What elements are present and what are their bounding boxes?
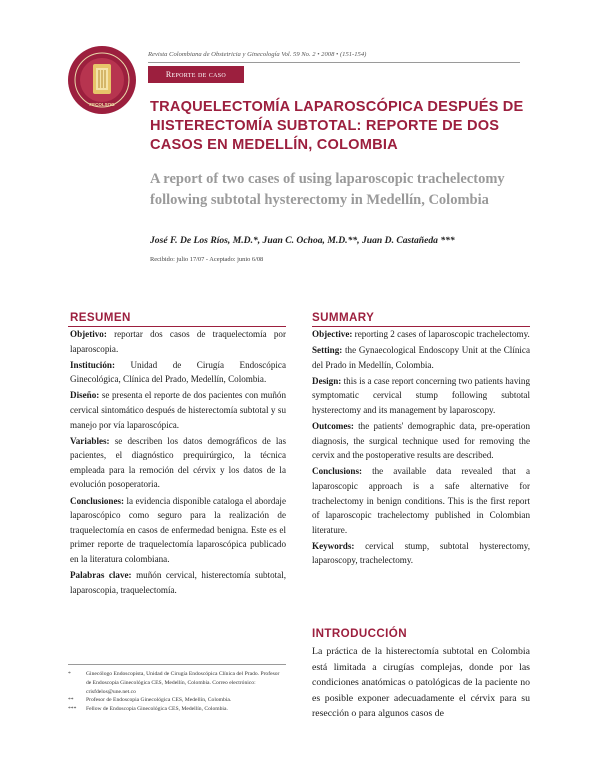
resumen-objetivo: Objetivo: reportar dos casos de traquelectomía por laparoscopia. xyxy=(70,329,286,354)
summary-heading: SUMMARY xyxy=(312,311,375,324)
resumen-heading: RESUMEN xyxy=(70,311,131,324)
footnotes xyxy=(68,670,286,714)
summary-body xyxy=(312,327,530,570)
resumen-institucion: Institución: Unidad de Cirugía Endoscópica Ginecológica, Clínica del Prado, Medellín, Colombia. xyxy=(70,359,286,385)
journal-citation: Revista Colombiana de Obstetricia y Ginecología Vol. 59 No. 2 • 2008 • (151-154) xyxy=(148,51,367,58)
summary-conclusions: Conclusions: the available data revealed that a laparoscopic approach is a safe alternative for trachelectomy in benign conditions. This is the first report of laparoscopic trachelectomy published in Colombian literature. xyxy=(312,466,530,535)
footnote-item: *** Fellow de Endoscopia Ginecológica CES, Medellín, Colombia. xyxy=(68,706,228,713)
summary-outcomes: Outcomes: the patients' demographic data, pre-operation diagnosis, the surgical technique used for removing the cervix and the postoperative results are described. xyxy=(312,421,530,461)
section-tag: Reporte de caso xyxy=(148,66,244,83)
footnote-item: ** Profesor de Endoscopia Ginecológica CES, Medellín, Colombia. xyxy=(68,697,232,704)
header-rule xyxy=(148,62,520,63)
introduccion-text: La práctica de la histerectomía subtotal en Colombia está limitada a cirugías complejas, donde por las condiciones anatómicas o patológicas de la paciente no es posible exponer adecuadamente el cérvix para su resección o para algunos casos de xyxy=(312,646,530,719)
journal-logo xyxy=(66,44,138,116)
summary-keywords: Keywords: cervical stump, subtotal hysterectomy, laparoscopy, trachelectomy. xyxy=(312,540,530,566)
received-dates: Recibido: julio 17/07 - Aceptado: junio 6/08 xyxy=(150,256,264,263)
resumen-palabras-clave: Palabras clave: muñón cervical, histerectomía subtotal, laparoscopia, traquelectomía. xyxy=(70,570,286,595)
summary-objective: Objective: reporting 2 cases of laparoscopic trachelectomy. xyxy=(312,329,530,339)
resumen-body xyxy=(70,327,286,599)
introduccion-heading: INTRODUCCIÓN xyxy=(312,627,407,640)
summary-design: Design: this is a case report concerning two patients having symptomatic cervical stump following subtotal hysterectomy and its management by laparoscopy. xyxy=(312,375,530,415)
summary-setting: Setting: the Gynaecological Endoscopy Unit at the Clínica del Prado in Medellín, Colombia. xyxy=(312,345,530,370)
footnote-item: * Ginecólogo Endoscopista, Unidad de Cirugía Endoscópica Clínica del Prado. Profesor de Endoscopia Ginecológica CES, Medellín, Colombia. Correo electrónico: crisfdelos@une.net.co xyxy=(68,671,280,695)
author-list: José F. De Los Ríos, M.D.*, Juan C. Ochoa, M.D.**, Juan D. Castañeda *** xyxy=(150,235,455,246)
resumen-diseno: Diseño: se presenta el reporte de dos pacientes con muñón cervical sintomático después de histerectomía subtotal y su manejo por vía laparoscópica. xyxy=(70,390,286,430)
article-title: TRAQUELECTOMÍA LAPAROSCÓPICA DESPUÉS DE HISTERECTOMÍA SUBTOTAL: REPORTE DE DOS CASOS EN MEDELLÍN, COLOMBIA xyxy=(150,99,524,153)
article-subtitle: A report of two cases of using laparoscopic trachelectomy following subtotal hysterectomy in Medellín, Colombia xyxy=(150,171,505,208)
resumen-variables: Variables: se describen los datos demográficos de las pacientes, el diagnóstico prequirúrgico, la técnica empleada para la remoción del cérvix y los datos de la evolución posoperatoria. xyxy=(70,435,286,490)
resumen-conclusiones: Conclusiones: la evidencia disponible cataloga el abordaje laparoscópico como seguro para la realización de traquelectomía en casos de enfermedad benigna. Este es el primer reporte de traquelectomía laparoscópica publicado en la literatura colombiana. xyxy=(70,495,286,564)
footnote-rule xyxy=(68,664,286,665)
logo-text: FECOLSOG xyxy=(89,102,115,107)
